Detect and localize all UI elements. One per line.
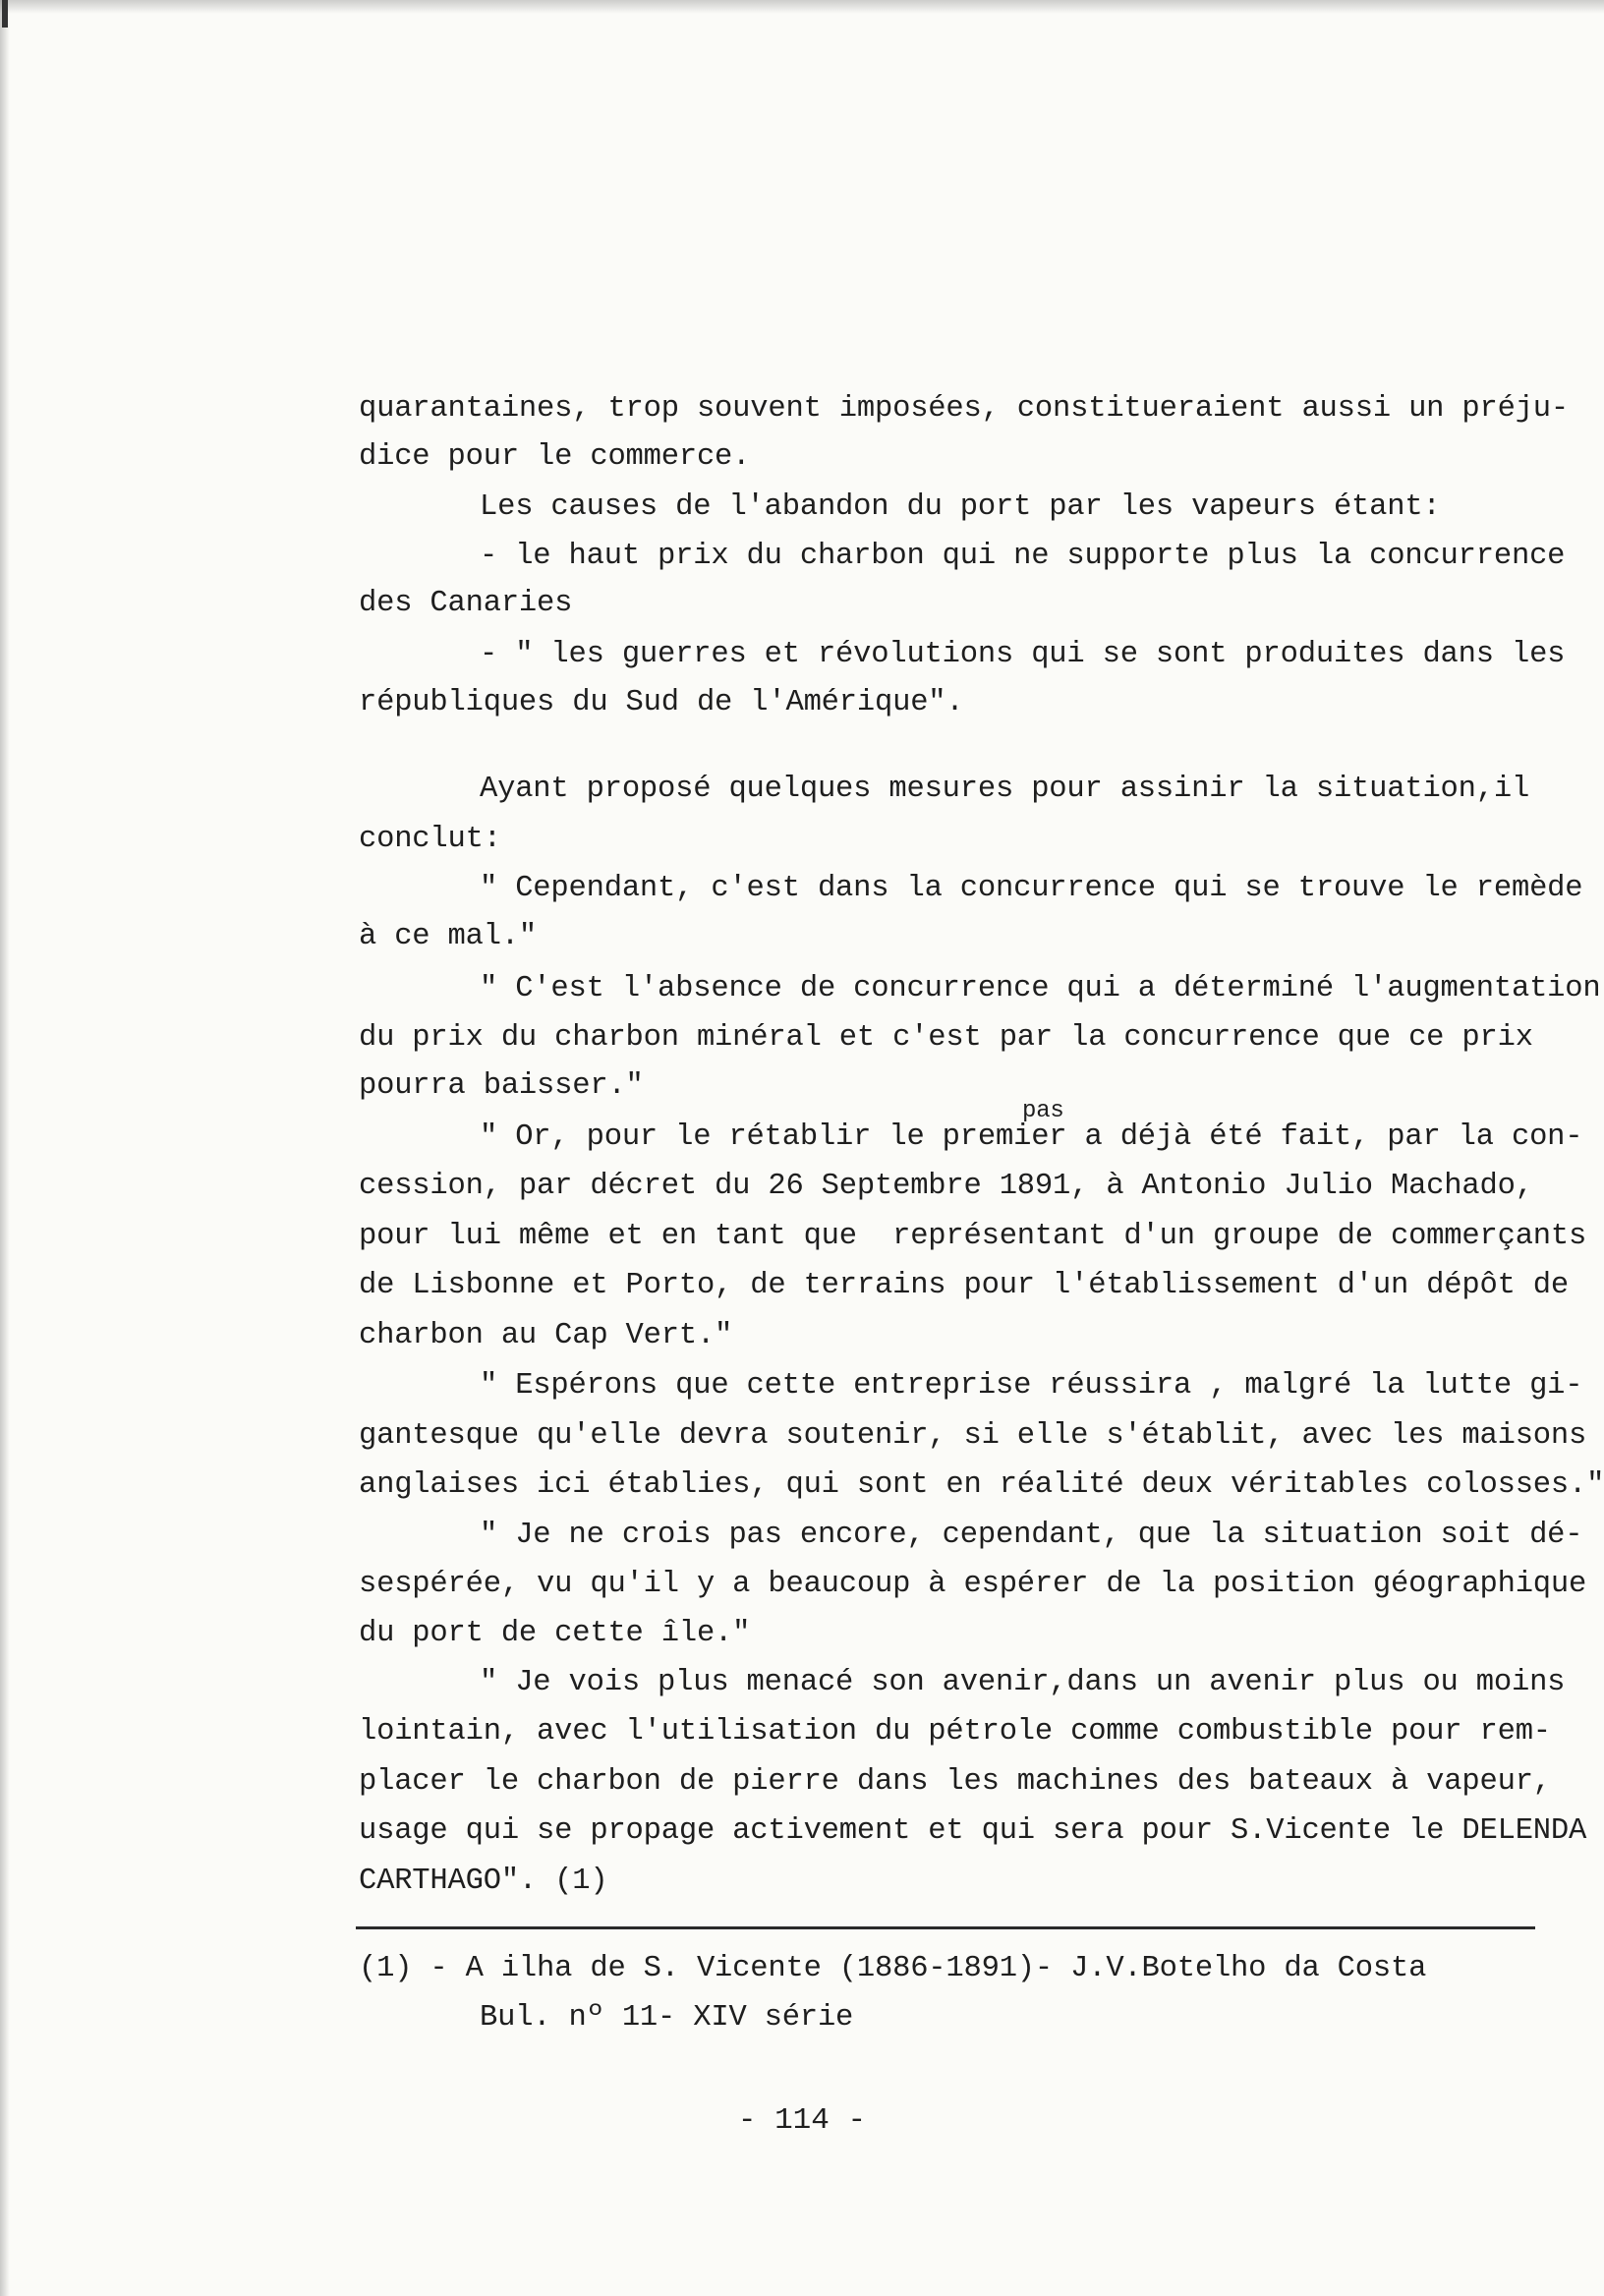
scan-edge-top xyxy=(0,0,1604,14)
text-line: placer le charbon de pierre dans les machines des bateaux à vapeur, xyxy=(359,1765,1551,1799)
text-line: " Espérons que cette entreprise réussira , malgré la lutte gi- xyxy=(480,1369,1583,1403)
text-line: " Cependant, c'est dans la concurrence qui se trouve le remède xyxy=(480,872,1583,905)
footnote-separator xyxy=(356,1926,1535,1929)
text-line: pourra baisser." xyxy=(359,1069,644,1103)
text-line: - " les guerres et révolutions qui se sont produites dans les xyxy=(480,638,1566,671)
text-line: dice pour le commerce. xyxy=(359,440,751,474)
text-line: " Or, pour le rétablir le premier a déjà été fait, par la con- xyxy=(480,1120,1583,1154)
text-line: du port de cette île." xyxy=(359,1617,751,1650)
text-line: sespérée, vu qu'il y a beaucoup à espérer de la position géographique xyxy=(359,1568,1587,1601)
text-line: lointain, avec l'utilisation du pétrole comme combustible pour rem- xyxy=(359,1715,1551,1749)
page-number: - 114 - xyxy=(737,2103,867,2138)
text-line: de Lisbonne et Porto, de terrains pour l'établissement d'un dépôt de xyxy=(359,1269,1570,1302)
text-line: pour lui même et en tant que représentant d'un groupe de commerçants xyxy=(359,1220,1587,1253)
text-line: gantesque qu'elle devra soutenir, si elle s'établit, avec les maisons xyxy=(359,1419,1587,1453)
text-line: à ce mal." xyxy=(359,920,538,953)
text-line: usage qui se propage activement et qui sera pour S.Vicente le DELENDA xyxy=(359,1814,1587,1848)
footnote-line: Bul. nº 11- XIV série xyxy=(480,2001,854,2035)
text-line: Ayant proposé quelques mesures pour assinir la situation,il xyxy=(480,773,1530,806)
text-line: quarantaines, trop souvent imposées, constitueraient aussi un préju- xyxy=(359,392,1570,426)
text-line: - le haut prix du charbon qui ne supporte plus la concurrence xyxy=(480,540,1566,573)
inserted-word: pas xyxy=(1022,1098,1064,1124)
text-line: anglaises ici établies, qui sont en réalité deux véritables colosses." xyxy=(359,1468,1604,1502)
scan-corner-mark xyxy=(2,0,8,28)
text-line: du prix du charbon minéral et c'est par la concurrence que ce prix xyxy=(359,1021,1533,1055)
scan-edge-left xyxy=(0,0,10,2296)
text-line: charbon au Cap Vert." xyxy=(359,1319,733,1352)
text-line: Les causes de l'abandon du port par les vapeurs étant: xyxy=(480,490,1441,524)
text-line: " Je ne crois pas encore, cependant, que la situation soit dé- xyxy=(480,1519,1583,1552)
text-line: " Je vois plus menacé son avenir,dans un avenir plus ou moins xyxy=(480,1666,1566,1699)
text-line: républiques du Sud de l'Amérique". xyxy=(359,686,964,719)
text-line: des Canaries xyxy=(359,587,573,620)
text-line: " C'est l'absence de concurrence qui a déterminé l'augmentation xyxy=(480,972,1601,1005)
text-line: conclut: xyxy=(359,823,501,856)
text-line: cession, par décret du 26 Septembre 1891, à Antonio Julio Machado, xyxy=(359,1170,1533,1203)
footnote-line: (1) - A ilha de S. Vicente (1886-1891)- J.V.Botelho da Costa xyxy=(359,1952,1427,1985)
text-line: CARTHAGO". (1) xyxy=(359,1865,608,1898)
